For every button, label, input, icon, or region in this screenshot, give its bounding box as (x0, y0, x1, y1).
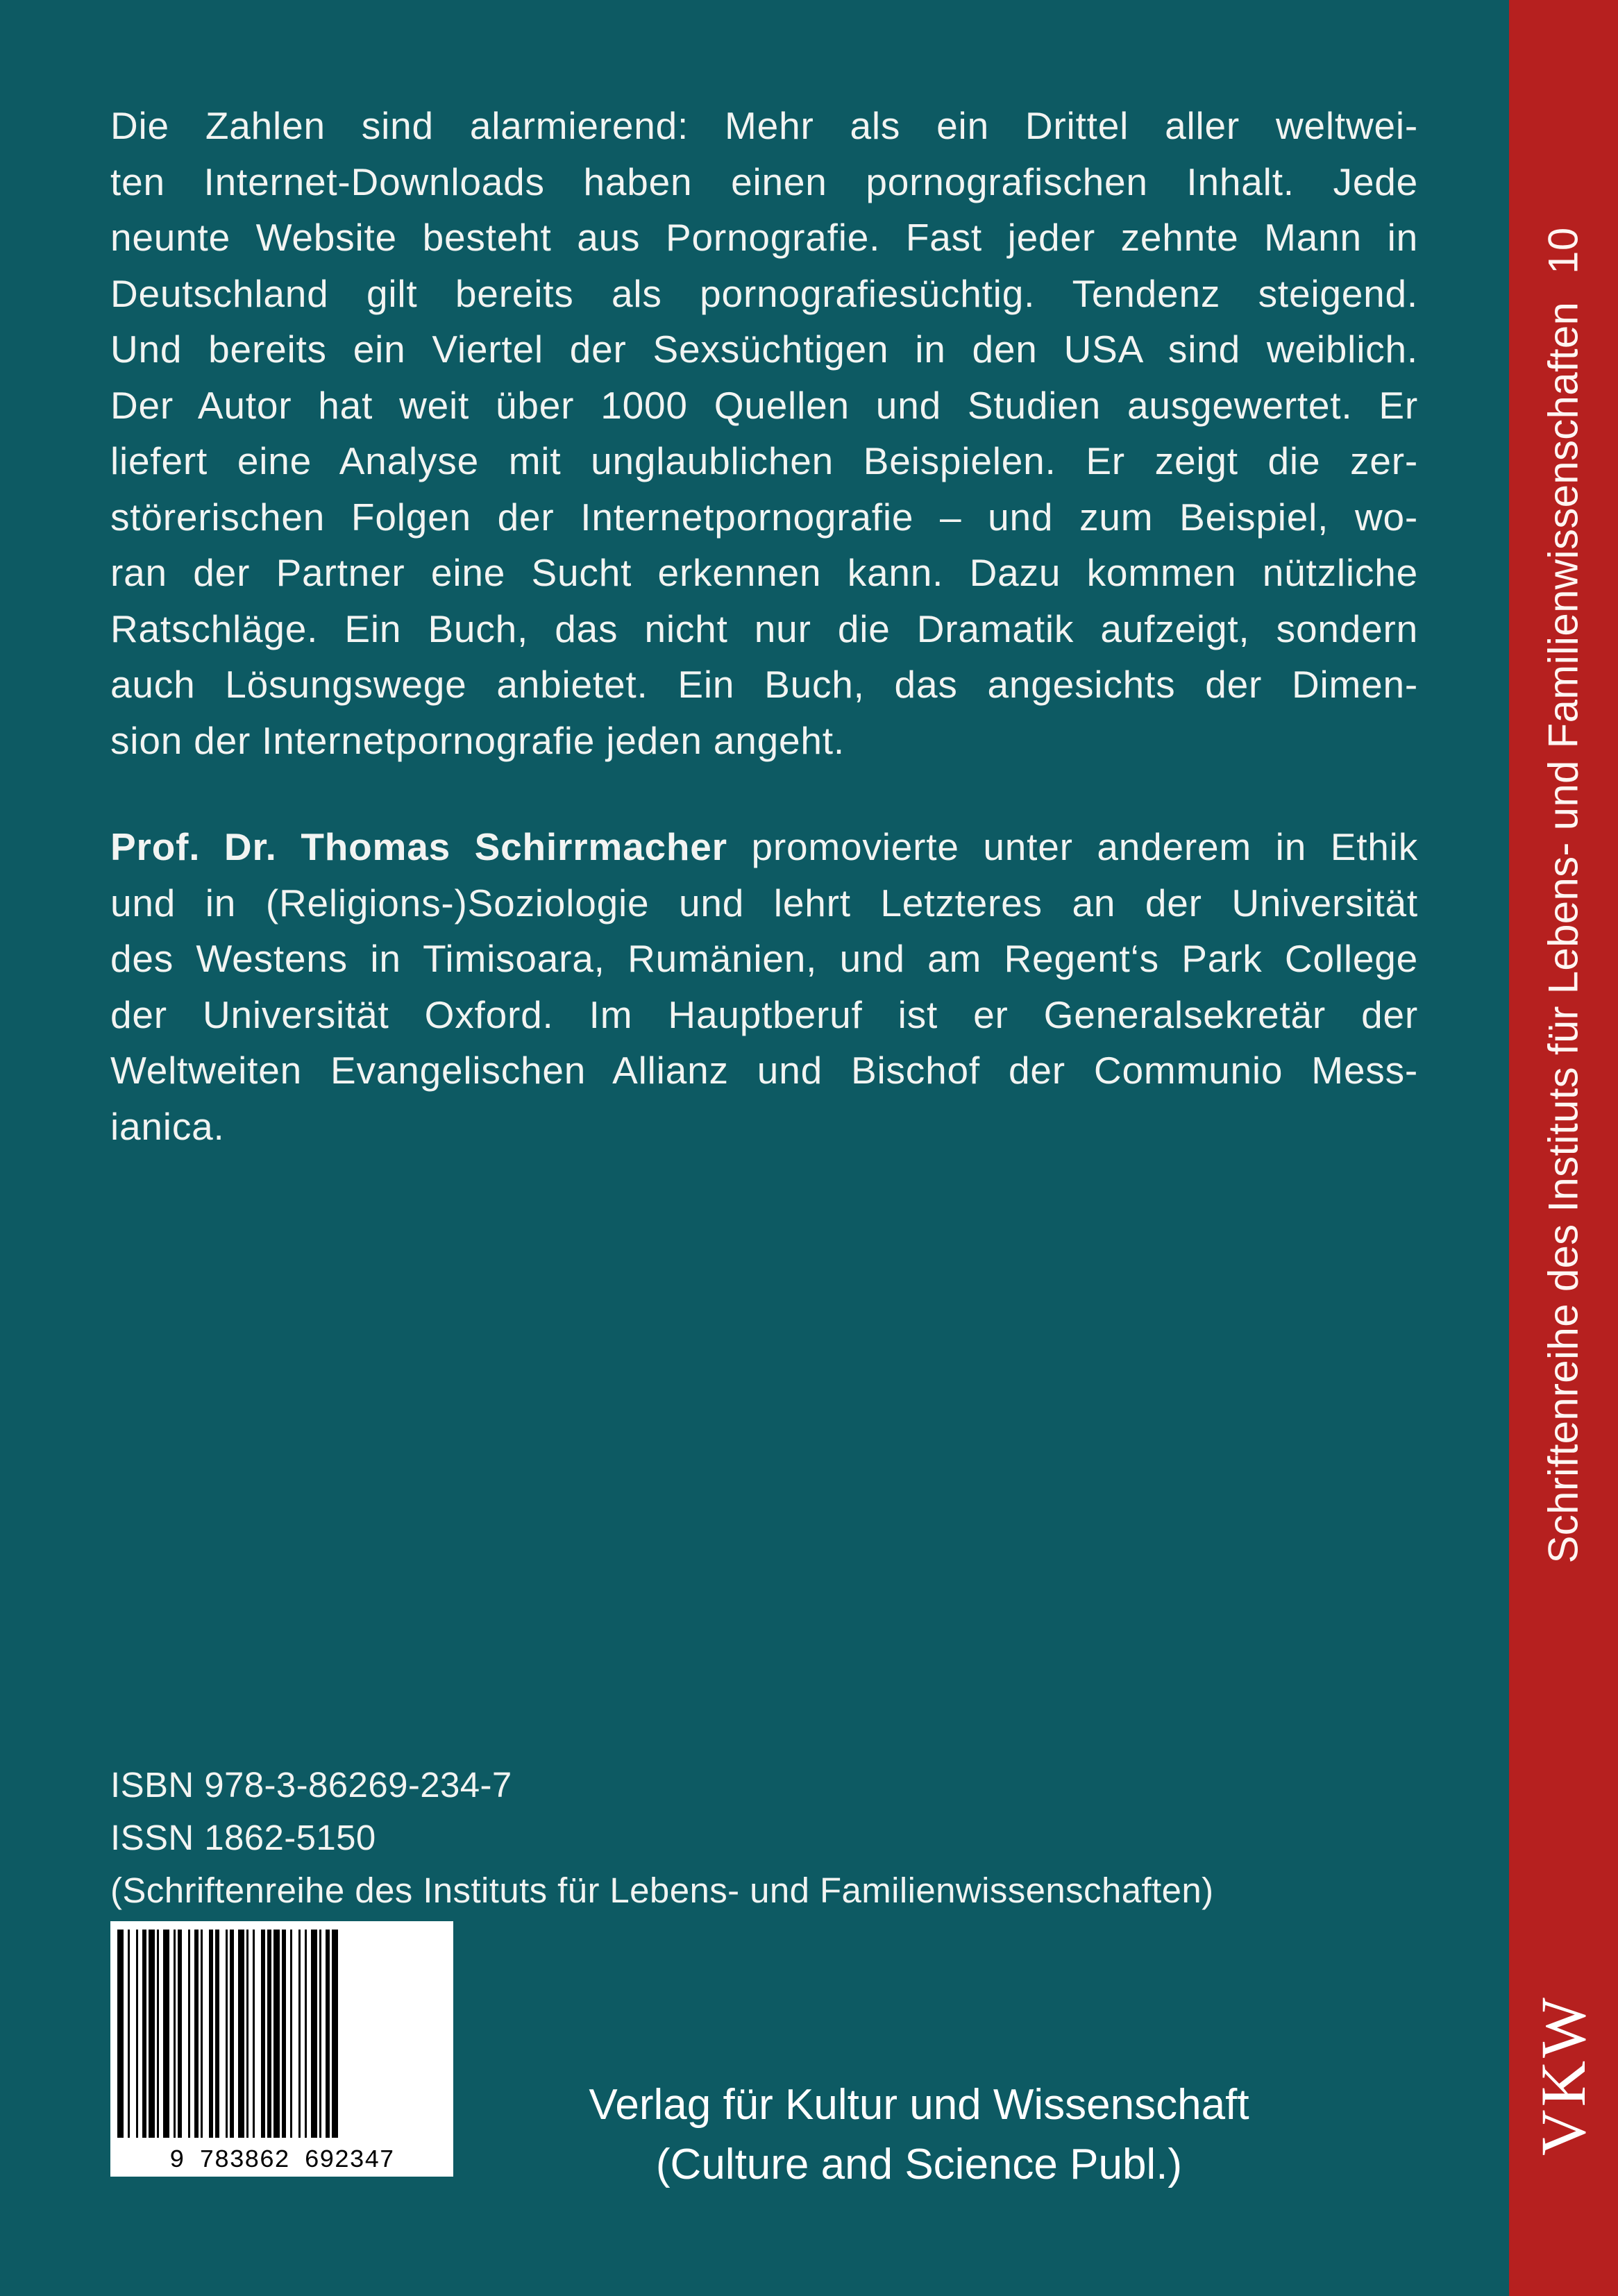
publisher-logo: VKW (1528, 1995, 1599, 2156)
barcode-bar (253, 1930, 255, 2138)
description-line: störerischen Folgen der Internetpornografie – und zum Beispiel, wo- (110, 495, 1418, 539)
publisher-subtitle: (Culture and Science Publ.) (655, 2141, 1183, 2188)
barcode-bar (226, 1930, 228, 2138)
barcode-bar (261, 1930, 265, 2138)
barcode-bar (246, 1930, 248, 2138)
barcode-bar (149, 1930, 155, 2138)
barcode-digits: 9 783862 692347 (169, 2146, 395, 2175)
barcode-graphic (110, 1921, 453, 2177)
description-line: neunte Website besteht aus Pornografie. Fast jeder zehnte Mann in (110, 216, 1418, 259)
spine-series-title-line (1540, 227, 1587, 1563)
barcode-bar (215, 1930, 219, 2138)
publisher-block (500, 2075, 1338, 2195)
isbn: ISBN 978-3-86269-234-7 (110, 1765, 512, 1805)
barcode-bar (178, 1930, 182, 2138)
barcode-bar (174, 1930, 176, 2138)
publication-info (110, 1759, 1214, 1917)
book-description (110, 98, 1418, 768)
barcode-bars (117, 1930, 338, 2138)
barcode-bar (290, 1930, 292, 2138)
publisher-name: Verlag für Kultur und Wissenschaft (589, 2081, 1249, 2129)
author-name: Prof. Dr. Thomas Schirrmacher (110, 825, 727, 868)
barcode-bar (332, 1930, 338, 2138)
author-bio-line: der Universität Oxford. Im Hauptberuf ist er Generalsekretär der (110, 993, 1418, 1036)
author-bio-line: ianica. (110, 1104, 225, 1148)
barcode-bar (230, 1930, 234, 2138)
author-bio (110, 819, 1418, 1154)
author-bio-text: promovierte unter anderem in Ethik (727, 825, 1418, 868)
barcode-bar (267, 1930, 271, 2138)
barcode-bar (201, 1930, 203, 2138)
barcode-bar (273, 1930, 280, 2138)
barcode-bar (319, 1930, 321, 2138)
description-line: Und bereits ein Viertel der Sexsüchtigen in den USA sind weiblich. (110, 328, 1418, 371)
issn: ISSN 1862-5150 (110, 1818, 376, 1857)
description-line: sion der Internetpornografie jeden angeht. (110, 718, 845, 762)
description-line: ten Internet-Downloads haben einen pornografischen Inhalt. Jede (110, 160, 1418, 203)
spine-volume-number: 10 (1540, 227, 1587, 274)
series-note: (Schriftenreihe des Instituts für Lebens- und Familienwissenschaften) (110, 1871, 1214, 1910)
description-line: Ratschläge. Ein Buch, das nicht nur die Dramatik aufzeigt, sondern (110, 607, 1418, 650)
barcode-bar (188, 1930, 190, 2138)
author-bio-line: Weltweiten Evangelischen Allianz und Bischof der Communio Mess- (110, 1049, 1418, 1092)
barcode-bar (298, 1930, 301, 2138)
book-spine (1509, 0, 1618, 2296)
barcode-bar (128, 1930, 130, 2138)
barcode-bar (142, 1930, 146, 2138)
barcode-bar (136, 1930, 138, 2138)
description-line: Der Autor hat weit über 1000 Quellen und Studien ausgewertet. Er (110, 383, 1418, 427)
description-line: liefert eine Analyse mit unglaublichen Beispielen. Er zeigt die zer- (110, 439, 1418, 482)
isbn-barcode (110, 1921, 453, 2177)
barcode-bar (157, 1930, 159, 2138)
description-line: ran der Partner eine Sucht erkennen kann. Dazu kommen nützliche (110, 551, 1418, 594)
barcode-bar (117, 1930, 124, 2138)
barcode-bar (305, 1930, 307, 2138)
author-bio-line: und in (Religions-)Soziologie und lehrt Letzteres an der Universität (110, 881, 1418, 925)
barcode-bar (163, 1930, 169, 2138)
author-bio-line (110, 819, 1418, 875)
description-line: Die Zahlen sind alarmierend: Mehr als ein Drittel aller weltwei- (110, 104, 1418, 147)
spine-series-title: Schriftenreihe des Instituts für Lebens- und Familienwissenschaften (1540, 301, 1587, 1564)
barcode-bar (326, 1930, 330, 2138)
description-line: auch Lösungswege anbietet. Ein Buch, das angesichts der Dimen- (110, 663, 1418, 706)
author-bio-line: des Westens in Timisoara, Rumänien, und am Regent‘s Park College (110, 937, 1418, 980)
barcode-bar (209, 1930, 213, 2138)
description-line: Deutschland gilt bereits als pornografiesüchtig. Tendenz steigend. (110, 271, 1418, 315)
barcode-bar (311, 1930, 317, 2138)
barcode-bar (282, 1930, 286, 2138)
barcode-bar (194, 1930, 199, 2138)
barcode-bar (238, 1930, 244, 2138)
